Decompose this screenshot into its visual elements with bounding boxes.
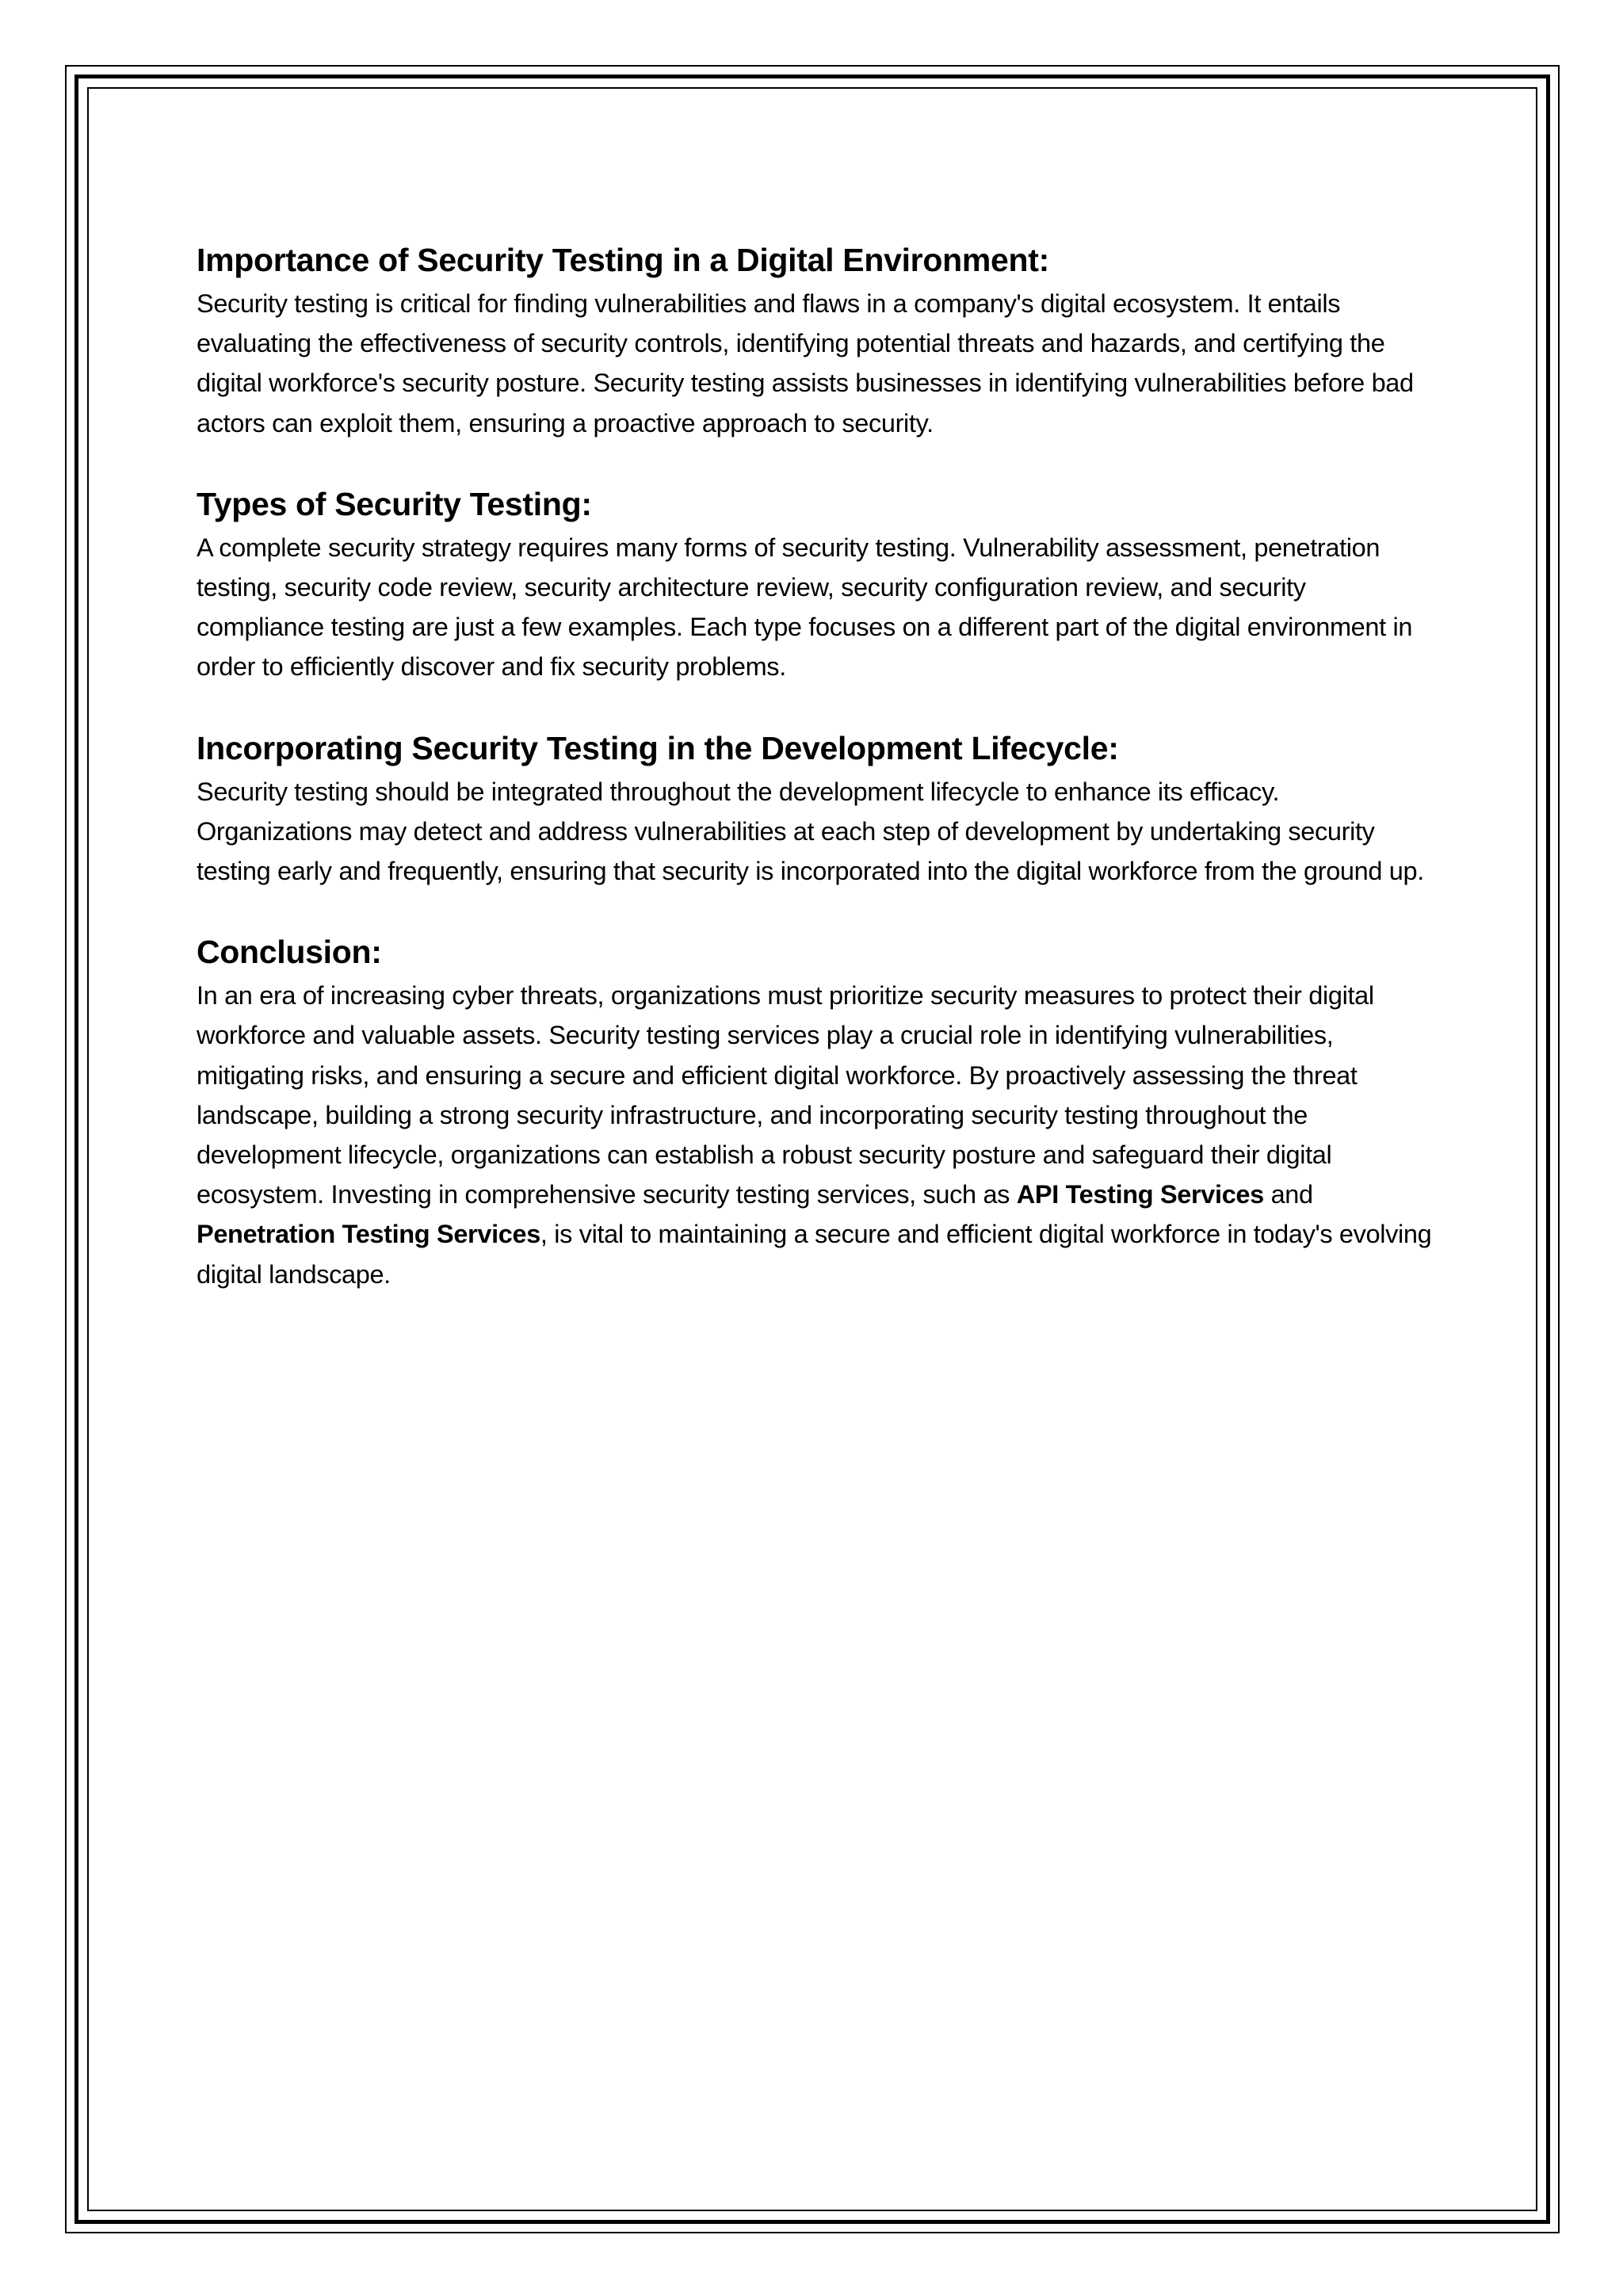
document-content: [197, 236, 1433, 1331]
section-conclusion: [197, 928, 1433, 1294]
section-paragraph: Security testing is critical for finding vulnerabilities and flaws in a company's digital ecosystem. It entails evaluating the effectiveness of security controls, identifying potential threats and hazards, and certifying the digital workforce's security posture. Security testing assists businesses in identifying vulnerabilities before bad actors can exploit them, ensuring a proactive approach to security.: [197, 289, 1414, 437]
bold-term-penetration-testing: Penetration Testing Services: [197, 1220, 540, 1249]
section-types: [197, 480, 1433, 687]
section-heading: Importance of Security Testing in a Digital Environment:: [197, 242, 1049, 278]
section-heading: Conclusion:: [197, 934, 382, 971]
section-paragraph: A complete security strategy requires many forms of security testing. Vulnerability assessment, penetration testing, security code review, security architecture review, security configuration review, and security compliance testing are just a few examples. Each type focuses on a different part of the digital environment in order to efficiently discover and fix security problems.: [197, 533, 1413, 682]
paragraph-text: and: [1263, 1180, 1313, 1209]
paragraph-text: In an era of increasing cyber threats, organizations must prioritize security measures to protect their digital workforce and valuable assets. Security testing services play a crucial role in identifying vulnerabilities, mitigating risks, and ensuring a secure and efficient digital workforce. By proactively assessing the threat landscape, building a strong security infrastructure, and incorporating security testing throughout the development lifecycle, organizations can establish a robust security posture and safeguard their digital ecosystem. Investing in comprehensive security testing services, such as: [197, 981, 1374, 1209]
bold-term-api-testing: API Testing Services: [1016, 1180, 1264, 1209]
section-heading: Types of Security Testing:: [197, 485, 592, 522]
section-importance: [197, 236, 1433, 443]
section-paragraph: Security testing should be integrated throughout the development lifecycle to enhance its efficacy. Organizations may detect and address vulnerabilities at each step of development by undertaking security testing early and frequently, ensuring that security is incorporated into the digital workforce from the ground up.: [197, 777, 1424, 886]
paragraph-text: , is vital to maintaining a secure and efficient digital workforce in today's evolving digital landscape.: [197, 1220, 1432, 1289]
section-paragraph: [197, 976, 1433, 1294]
section-lifecycle: [197, 724, 1433, 892]
section-heading: Incorporating Security Testing in the Development Lifecycle:: [197, 729, 1119, 766]
